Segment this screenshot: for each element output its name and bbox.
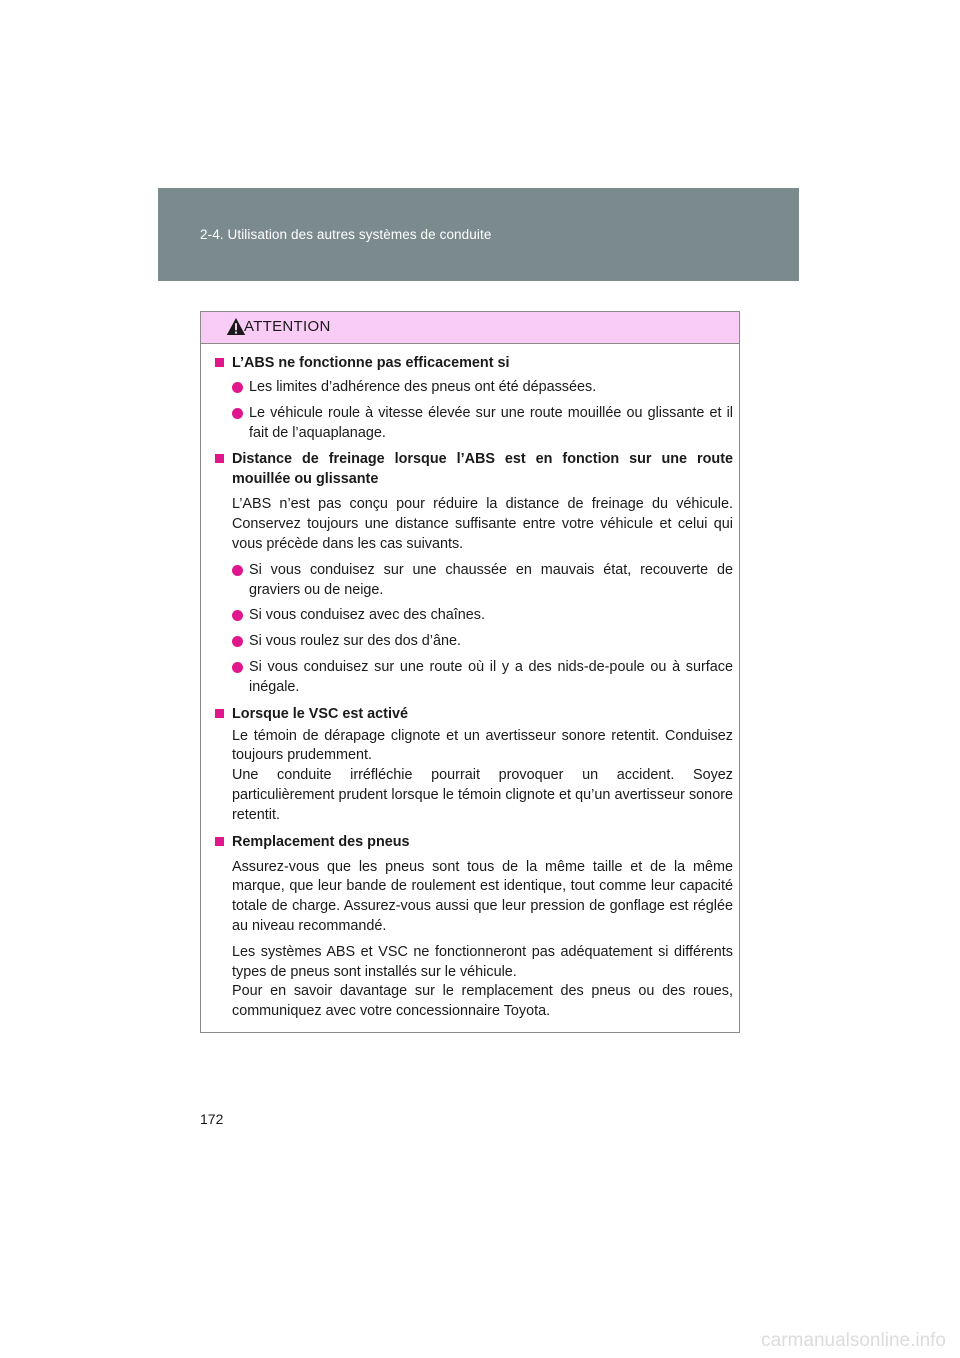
- section-paragraph: Pour en savoir davantage sur le remplacement des pneus ou des roues, communiquez avec votre concessionnaire Toyota.: [232, 983, 733, 1020]
- list-item-text: Si vous roulez sur des dos d’âne.: [249, 633, 461, 650]
- list-item-text: Les limites d’adhérence des pneus ont été dépassées.: [249, 379, 597, 395]
- section-tire-replacement: [215, 832, 733, 1022]
- section-paragraph: Les systèmes ABS et VSC ne fonctionneront pas adéquatement si différents types de pneus sont installés sur le véhicule.: [232, 943, 733, 980]
- site-watermark: carmanualsonline.info: [761, 1330, 946, 1351]
- list-item: [232, 404, 733, 444]
- square-bullet-icon: [215, 358, 224, 367]
- list-item: [232, 561, 733, 601]
- section-vsc-activated: [215, 704, 733, 826]
- section-paragraph: Assurez-vous que les pneus sont tous de la même taille et de la même marque, que leur bande de roulement est identique, tout comme leur capacité totale de charge. Assurez-vous aussi que leur pression de gonflage est réglée au niveau recommandé.: [232, 858, 733, 934]
- section-heading: Remplacement des pneus: [232, 833, 410, 850]
- round-bullet-icon: [232, 565, 243, 576]
- square-bullet-icon: [215, 837, 224, 846]
- square-bullet-icon: [215, 709, 224, 718]
- attention-box: [200, 311, 740, 1033]
- round-bullet-icon: [232, 408, 243, 419]
- attention-content: [201, 345, 739, 1022]
- square-bullet-icon: [215, 454, 224, 463]
- attention-label: ATTENTION: [244, 318, 331, 335]
- section-abs-inefficient: [215, 353, 733, 443]
- attention-header: [201, 312, 739, 344]
- section-paragraph: L’ABS n’est pas conçu pour réduire la distance de freinage du véhicule. Conservez toujours une distance suffisante entre votre véhicule et celui qui vous précède dans les cas suivants.: [232, 496, 733, 552]
- round-bullet-icon: [232, 636, 243, 647]
- section-paragraph: Une conduite irréfléchie pourrait provoquer un accident. Soyez particulièrement prudent lorsque le témoin clignote et qu’un avertisseur sonore retentit.: [232, 767, 733, 823]
- list-item: [232, 606, 733, 626]
- list-item-text: Si vous conduisez sur une route où il y a des nids-de-poule ou à surface inégale.: [249, 658, 733, 695]
- section-heading: Lorsque le VSC est activé: [232, 705, 408, 722]
- section-braking-distance: [215, 449, 733, 697]
- list-item: [232, 632, 733, 652]
- list-item-text: Le véhicule roule à vitesse élevée sur une route mouillée ou glissante et il fait de l’aquaplanage.: [249, 404, 733, 441]
- list-item-text: Si vous conduisez avec des chaînes.: [249, 607, 485, 624]
- warning-triangle-icon: [226, 317, 246, 336]
- section-heading: Distance de freinage lorsque l’ABS est en fonction sur une route mouillée ou glissante: [232, 451, 733, 488]
- section-heading: L’ABS ne fonctionne pas efficacement si: [232, 355, 510, 371]
- round-bullet-icon: [232, 382, 243, 393]
- list-item: [232, 658, 733, 698]
- page-number: 172: [200, 1111, 224, 1127]
- list-item-text: Si vous conduisez sur une chaussée en mauvais état, recouverte de graviers ou de neige.: [249, 561, 733, 598]
- section-paragraph: Le témoin de dérapage clignote et un avertisseur sonore retentit. Conduisez toujours prudemment.: [232, 727, 733, 764]
- chapter-section-title: 2-4. Utilisation des autres systèmes de conduite: [200, 227, 492, 242]
- round-bullet-icon: [232, 662, 243, 673]
- chapter-header-band: [158, 188, 799, 281]
- round-bullet-icon: [232, 610, 243, 621]
- list-item: [232, 378, 733, 398]
